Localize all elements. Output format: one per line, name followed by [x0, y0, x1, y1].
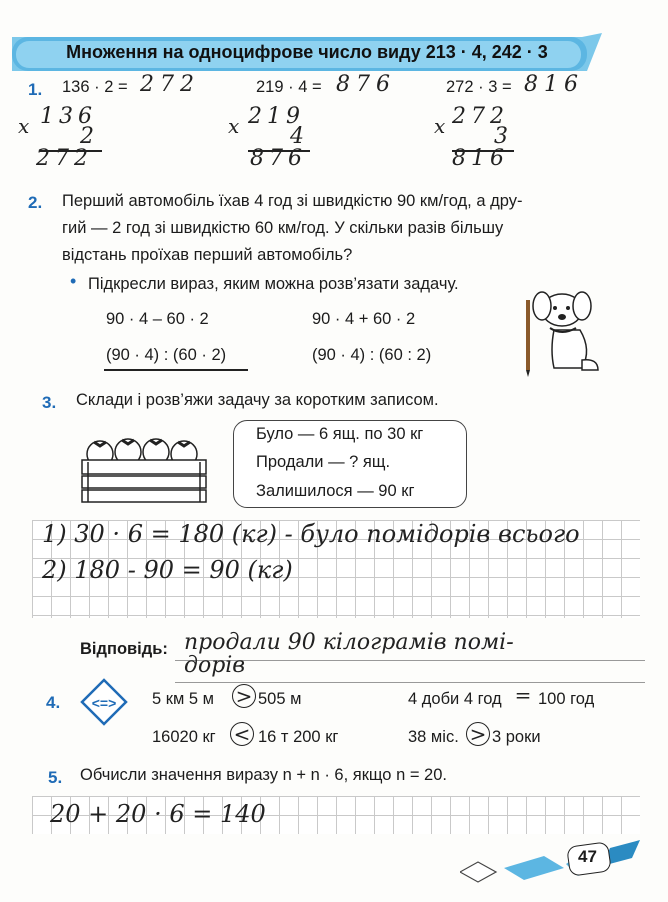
task2-line-1: Перший автомобіль їхав 4 год зі швидкістю 90 км/год, а дру- [62, 192, 523, 210]
column2-a: 219 [248, 104, 305, 129]
times-sign-2: x [228, 114, 240, 138]
tomato-crate-illustration [76, 432, 212, 506]
compare-row-2-sign: = [514, 683, 532, 707]
answer-line-2 [175, 682, 645, 683]
compare-row-4-right: 3 роки [492, 728, 541, 746]
task-4-number: 4. [46, 693, 61, 712]
task5-solution: 20 + 20 · 6 = 140 [50, 800, 266, 828]
compare-row-3-left: 16020 кг [152, 728, 216, 746]
task1-expr-2: 219 · 4 = [256, 78, 322, 96]
short-record-line-1: Було — 6 ящ. по 30 кг [256, 425, 424, 443]
task1-answer-3: 816 [524, 72, 584, 97]
task2-option-2: 90 · 4 + 60 · 2 [312, 310, 416, 328]
svg-text:<=>: <=> [91, 695, 117, 711]
short-record-line-2: Продали — ? ящ. [256, 453, 391, 471]
compare-row-2-right: 100 год [538, 690, 595, 708]
option-underline [104, 369, 248, 371]
task2-line-2: гий — 2 год зі швидкістю 60 км/год. У скільки разів більшу [62, 219, 504, 237]
compare-row-4-sign: > [466, 722, 490, 746]
task2-option-3: (90 · 4) : (60 · 2) [106, 346, 227, 364]
solution-line-2: 2) 180 - 90 = 90 (кг) [42, 556, 293, 584]
times-sign-1: x [18, 114, 30, 138]
compare-icon [80, 678, 128, 726]
answer-text-1: продали 90 кілограмів помі- [184, 630, 514, 655]
dog-illustration [520, 280, 606, 380]
column1-b: 2 [80, 124, 94, 149]
compare-row-3-sign: < [230, 722, 254, 746]
title-banner [12, 33, 602, 71]
task-5-number: 5. [48, 768, 63, 787]
column3-a: 272 [452, 104, 509, 129]
task3-text: Склади і розв’яжи задачу за коротким записом. [76, 391, 439, 409]
task2-option-1: 90 · 4 – 60 · 2 [106, 310, 209, 328]
compare-row-4-left: 38 міс. [408, 728, 459, 746]
task2-line-3: відстань проїхав перший автомобіль? [62, 246, 353, 264]
answer-text-2: дорів [184, 653, 246, 678]
column1-result: 272 [36, 146, 93, 171]
page-number: 47 [578, 847, 597, 866]
bullet-icon: • [70, 271, 77, 291]
compare-row-1-left: 5 км 5 м [152, 690, 215, 708]
compare-row-3-right: 16 т 200 кг [258, 728, 339, 746]
answer-line-1 [175, 660, 645, 661]
task2-bullet-text: Підкресли вираз, яким можна розв’язати задачу. [88, 275, 459, 293]
task1-expr-1: 136 · 2 = [62, 78, 128, 96]
column3-result: 816 [452, 146, 509, 171]
compare-row-2-left: 4 доби 4 год [408, 690, 502, 708]
task1-expr-3: 272 · 3 = [446, 78, 512, 96]
answer-label: Відповідь: [80, 640, 168, 658]
compare-row-1-right: 505 м [258, 690, 302, 708]
column3-b: 3 [494, 124, 508, 149]
task5-text: Обчисли значення виразу n + n · 6, якщо n = 20. [80, 766, 447, 784]
task-1-number: 1. [28, 80, 43, 99]
task-3-number: 3. [42, 393, 57, 412]
solution-line-1: 1) 30 · 6 = 180 (кг) - було помідорів всього [42, 520, 580, 548]
footer-decoration [460, 836, 660, 892]
task2-option-4: (90 · 4) : (60 : 2) [312, 346, 432, 364]
task1-answer-2: 876 [336, 72, 396, 97]
compare-row-1-sign: > [232, 684, 256, 708]
task-2-number: 2. [28, 193, 43, 212]
times-sign-3: x [434, 114, 446, 138]
column1-a: 136 [40, 104, 97, 129]
column2-b: 4 [290, 124, 304, 149]
page-title: Множення на одноцифрове число виду 213 · 4, 242 · 3 [66, 41, 548, 62]
short-record-line-3: Залишилося — 90 кг [256, 482, 415, 500]
column2-result: 876 [250, 146, 307, 171]
task1-answer-1: 272 [140, 72, 200, 97]
